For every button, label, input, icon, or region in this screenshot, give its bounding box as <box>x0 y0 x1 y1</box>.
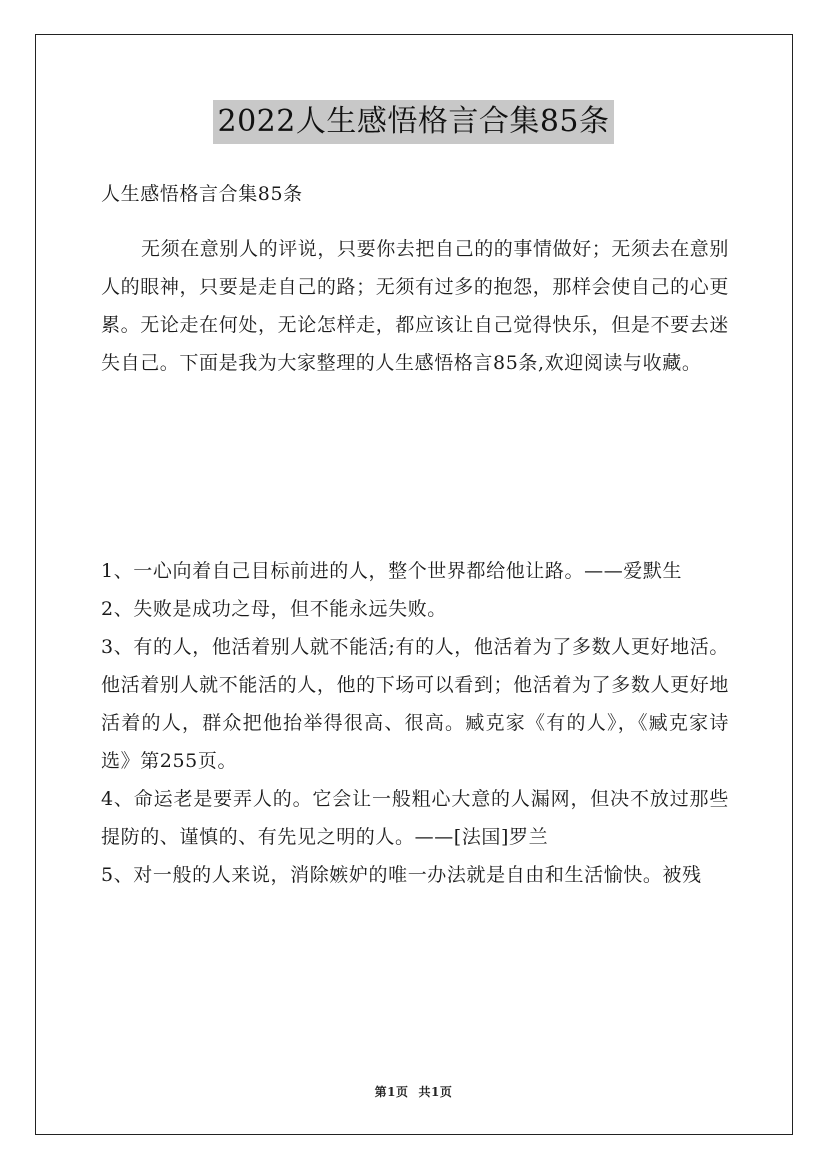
quote-item-3: 3、有的人，他活着别人就不能活;有的人，他活着为了多数人更好地活。他活着别人就不能活的人，他的下场可以看到；他活着为了多数人更好地活着的人，群众把他抬举得很高、很高。臧克家《有的人》，《臧克家诗选》第255页。 <box>101 636 729 772</box>
quote-item-4: 4、命运老是要弄人的。它会让一般粗心大意的人漏网，但决不放过那些提防的、谨慎的、有先见之明的人。——[法国]罗兰 <box>101 788 729 848</box>
document-title: 2022人生感悟格言合集85条 <box>213 100 613 144</box>
document-subtitle: 人生感悟格言合集85条 <box>101 183 303 205</box>
quote-item-1: 1、一心向着自己目标前进的人，整个世界都给他让路。——爱默生 <box>101 560 683 582</box>
page-number: 第1页 <box>374 1085 409 1099</box>
title-container <box>0 100 827 144</box>
intro-paragraph: 无须在意别人的评说，只要你去把自己的的事情做好；无须去在意别人的眼神，只要是走自己的路；无须有过多的抱怨，那样会使自己的心更累。无论走在何处，无论怎样走，都应该让自己觉得快乐，但是不要去迷失自己。下面是我为大家整理的人生感悟格言85条,欢迎阅读与收藏。 <box>101 238 730 374</box>
page-total: 共1页 <box>418 1085 453 1099</box>
page-footer <box>0 1083 827 1100</box>
quote-list <box>101 552 729 894</box>
quote-item-2: 2、失败是成功之母，但不能永远失败。 <box>101 598 447 620</box>
quote-item-5: 5、对一般的人来说，消除嫉妒的唯一办法就是自由和生活愉快。被残 <box>101 864 702 886</box>
